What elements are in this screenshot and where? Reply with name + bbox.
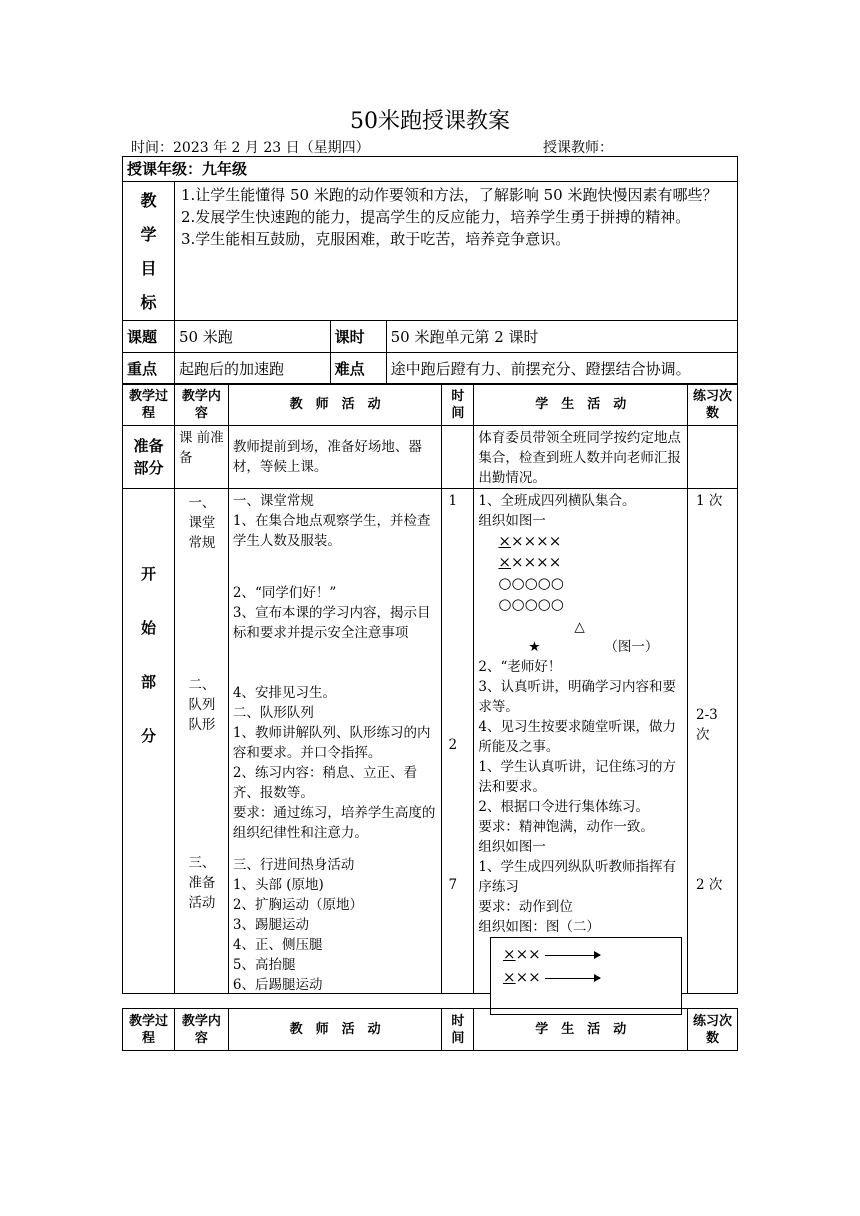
lesson-table-continued <box>122 1008 738 1051</box>
period-value: 50 米跑单元第 2 课时 <box>386 321 737 353</box>
header-content: 教学内容 <box>174 1009 228 1051</box>
difficulty-label: 难点 <box>330 353 386 385</box>
arrow-right-icon <box>545 978 600 979</box>
header-teacher: 教 师 活 动 <box>228 384 442 426</box>
teacher-triangle-icon: △ <box>574 619 585 635</box>
prep-content: 课 前准备 <box>174 426 228 489</box>
content-routine: 一、课堂常规 <box>188 495 216 551</box>
focus-value: 起跑后的加速跑 <box>174 353 330 385</box>
formation-figure-2: ××× ××× <box>490 937 682 1015</box>
topic-label: 课题 <box>123 321 175 353</box>
start-teacher: 一、课堂常规 1、在集合地点观察学生，并检查学生人数及服装。 2、“同学们好！” 3、宣布本课的学习内容，揭示目标和要求并提示安全注意事项 4、安排见习生。 二、队形队列 1、教师讲解队列、队形练习的内容和要求。并口令指挥。 2、练习内容：稍息、立正、看齐、报数等。 要求：通过练习，培养学生高度的组织纪律性和注意力。 三、行进间热身活动 1、头部 (原地) 2、扩胸运动（原地） 3、踢腿运动 4、正、侧压腿 5、高抬腿 6、后踢腿运动 <box>228 489 442 994</box>
star-icon: ★ <box>528 639 541 655</box>
page-title: 50米跑授课教案 <box>350 109 510 134</box>
info-table <box>122 156 738 385</box>
header-time: 时间 <box>442 384 474 426</box>
start-time: 1 2 7 <box>442 489 474 994</box>
objectives-label: 教 学 目 标 <box>123 182 175 321</box>
header-student: 学 生 活 动 <box>474 384 688 426</box>
start-student: 1、全班成四列横队集合。 组织如图一 ××××× ××××× ○○○○○ ○○○○○ △ ★ （图一） 2、“老师好！ 3、认真听讲，明确学习内容和要求等。 4、见习生按要求随堂听课，做力所能及之事。 1、学生认真听讲，记住练习的方法和要求。 2、根据口令进行集体练习。 要求：精神饱满，动作一致。 组织如图一 1、学生成四列纵队听教师指挥有序练习 要求：动作到位 组织如图：图（二） <box>474 489 688 994</box>
arrow-right-icon <box>545 955 600 956</box>
lesson-table <box>122 383 738 994</box>
table-header <box>123 1009 738 1051</box>
table-header <box>123 384 738 426</box>
table-row <box>123 426 738 489</box>
teacher-label: 授课教师： <box>543 140 613 156</box>
period-label: 课时 <box>330 321 386 353</box>
formation-figure-1: ××××× ××××× ○○○○○ ○○○○○ <box>498 532 564 613</box>
start-process: 开 始 部 分 <box>123 489 175 994</box>
grade: 授课年级：九年级 <box>123 157 738 182</box>
start-count: 1 次 2-3 次 2 次 <box>688 489 738 994</box>
header-content: 教学内容 <box>174 384 228 426</box>
table-row <box>123 489 738 994</box>
topic-value: 50 米跑 <box>174 321 330 353</box>
objectives-text: 1.让学生能懂得 50 米跑的动作要领和方法，了解影响 50 米跑快慢因素有哪些？ 2.发展学生快速跑的能力，提高学生的反应能力，培养学生勇于拼搏的精神。 3.学生能相互鼓励，克服困难，敢于吃苦，培养竞争意识。 <box>174 182 737 321</box>
content-formation: 二、队列队形 <box>188 677 216 733</box>
header-time: 时间 <box>442 1009 474 1051</box>
header-student: 学 生 活 动 <box>474 1009 688 1051</box>
focus-label: 重点 <box>123 353 175 385</box>
content-warmup: 三、准备活动 <box>188 855 216 911</box>
lesson-date: 时间：2023 年 2 月 23 日（星期四） <box>131 140 370 156</box>
header-count: 练习次数 <box>688 1009 738 1051</box>
prep-student: 体育委员带领全班同学按约定地点集合，检查到班人数并向老师汇报出勤情况。 <box>474 426 688 489</box>
header-process: 教学过程 <box>123 384 175 426</box>
header-teacher: 教 师 活 动 <box>228 1009 442 1051</box>
prep-teacher: 教师提前到场，准备好场地、器材，等候上课。 <box>228 426 442 489</box>
start-content <box>174 489 228 994</box>
header-count: 练习次数 <box>688 384 738 426</box>
difficulty-value: 途中跑后蹬有力、前摆充分、蹬摆结合协调。 <box>386 353 737 385</box>
prep-process: 准备部分 <box>123 426 175 489</box>
header-process: 教学过程 <box>123 1009 175 1051</box>
figure-1-caption: （图一） <box>604 639 659 655</box>
